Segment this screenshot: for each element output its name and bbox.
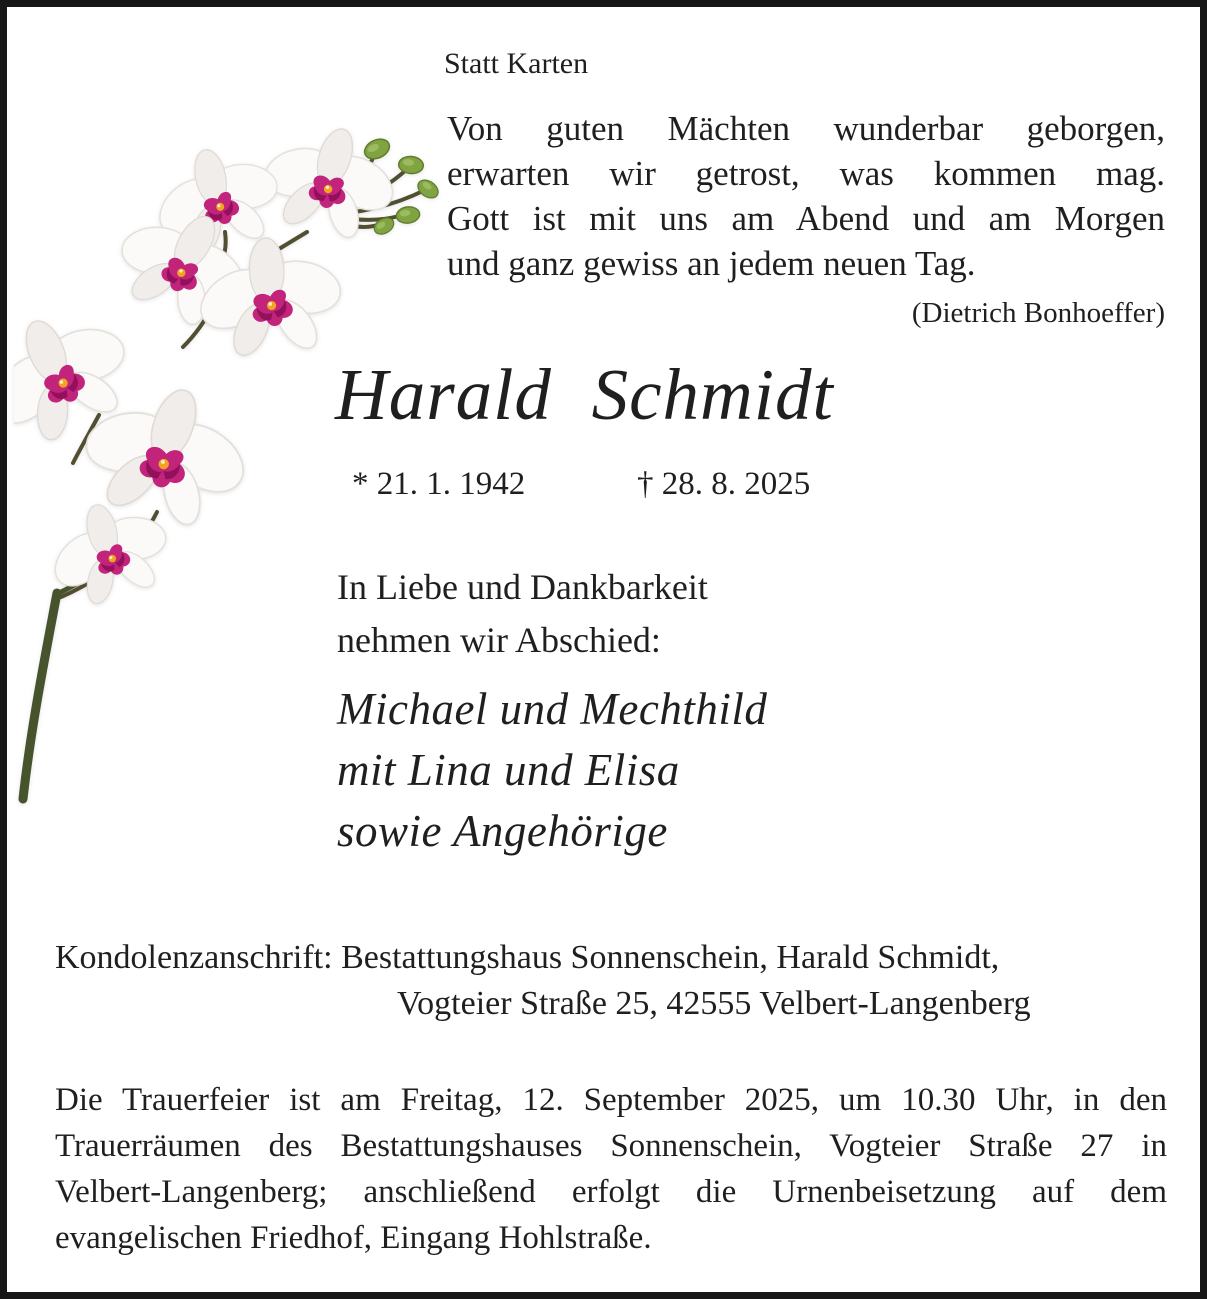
family-line: sowie Angehörige <box>337 806 668 856</box>
family-line: mit Lina und Elisa <box>337 745 680 795</box>
funeral-line: Velbert-Langenberg; anschließend erfolgt die Urnenbeisetzung auf dem <box>55 1174 1167 1210</box>
poem-line: Von guten Mächten wunderbar geborgen, <box>447 109 1165 148</box>
death-date: † 28. 8. 2025 <box>637 466 811 502</box>
statt-karten-label: Statt Karten <box>444 47 589 80</box>
family-line: Michael und Mechthild <box>337 684 768 734</box>
deceased-name: Harald Schmidt <box>335 354 834 435</box>
funeral-line: Trauerräumen des Bestattungshauses Sonnenschein, Vogteier Straße 27 in <box>55 1128 1167 1164</box>
poem-line: erwarten wir getrost, was kommen mag. <box>447 154 1165 193</box>
funeral-line: evangelischen Friedhof, Eingang Hohlstraße. <box>55 1220 652 1256</box>
farewell-line: In Liebe und Dankbarkeit <box>337 567 708 607</box>
poem-attribution: (Dietrich Bonhoeffer) <box>911 297 1165 329</box>
funeral-line: Die Trauerfeier ist am Freitag, 12. September 2025, um 10.30 Uhr, in den <box>55 1082 1167 1118</box>
condolence-address <box>55 935 1031 1027</box>
birth-date: * 21. 1. 1942 <box>352 466 526 502</box>
condolence-line-1: Kondolenzanschrift: Bestattungshaus Sonnenschein, Harald Schmidt, <box>55 939 1000 976</box>
farewell-line: nehmen wir Abschied: <box>337 620 661 660</box>
funeral-info <box>55 1077 1167 1261</box>
poem-line: und ganz gewiss an jedem neuen Tag. <box>447 244 976 283</box>
family-names <box>337 679 767 862</box>
poem <box>447 106 1165 286</box>
farewell-intro <box>337 561 708 667</box>
poem-line: Gott ist mit uns am Abend und am Morgen <box>447 199 1165 238</box>
condolence-line-2: Vogteier Straße 25, 42555 Velbert-Langenberg <box>397 985 1031 1022</box>
